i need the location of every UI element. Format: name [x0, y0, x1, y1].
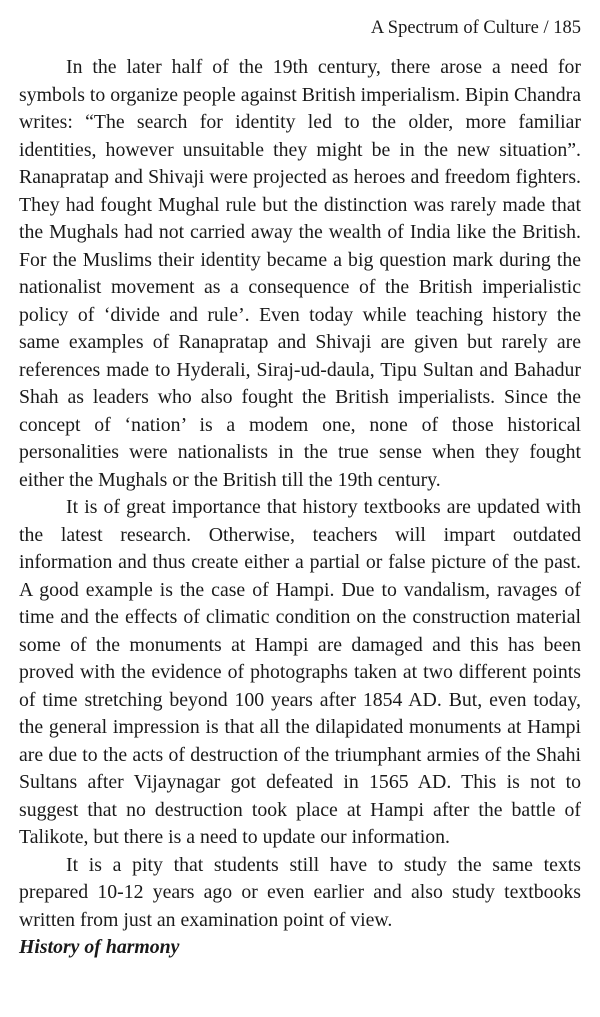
section-subheading: History of harmony — [19, 936, 180, 958]
running-head: A Spectrum of Culture / 185 — [370, 18, 581, 38]
book-page — [19, 14, 581, 962]
paragraph-updated-textbooks: It is of great importance that history textbooks are updated with the latest research. Otherwise, teachers will impart outdated information and thus create either a partial or false picture of the past. A good example is the case of Hampi. Due to vandalism, ravages of time and the effects of climatic condition on the construction material some of the monuments at Hampi are damaged and this has been proved with the evidence of photographs taken at two different points of time stretching beyond 100 years after 1854 AD. But, even today, the general impression is that all the dilapidated monuments at Hampi are due to the acts of destruction of the triumphant armies of the Shahi Sultans after Vijaynagar got defeated in 1565 AD. This is not to suggest that no destruction took place at Hampi after the battle of Talikote, but there is a need to update our information. — [19, 496, 581, 848]
paragraph-outdated-texts: It is a pity that students still have to study the same texts prepared 10-12 years ago or even earlier and also study textbooks written from just an examination point of view. — [19, 853, 581, 931]
paragraph-identity-symbols: In the later half of the 19th century, there arose a need for symbols to organize people against British imperialism. Bipin Chandra writes: “The search for identity led to the older, more familiar identities, however unsuitable they might be in the new situation”. Ranapratap and Shivaji were projected as heroes and freedom fighters. They had fought Mughal rule but the distinction was rarely made that the Mughals had not carried away the wealth of India like the British. For the Muslims their identity became a big question mark during the nationalist movement as a consequence of the British imperialistic policy of ‘divide and rule’. Even today while teaching history the same examples of Ranapratap and Shivaji are given but rarely are references made to Hyderali, Siraj-ud-daula, Tipu Sultan and Bahadur Shah as leaders who also fought the British imperialists. Since the concept of ‘nation’ is a modem one, none of those historical personalities were nationalists in the true sense when they fought either the Mughals or the British till the 19th century. — [19, 56, 581, 491]
